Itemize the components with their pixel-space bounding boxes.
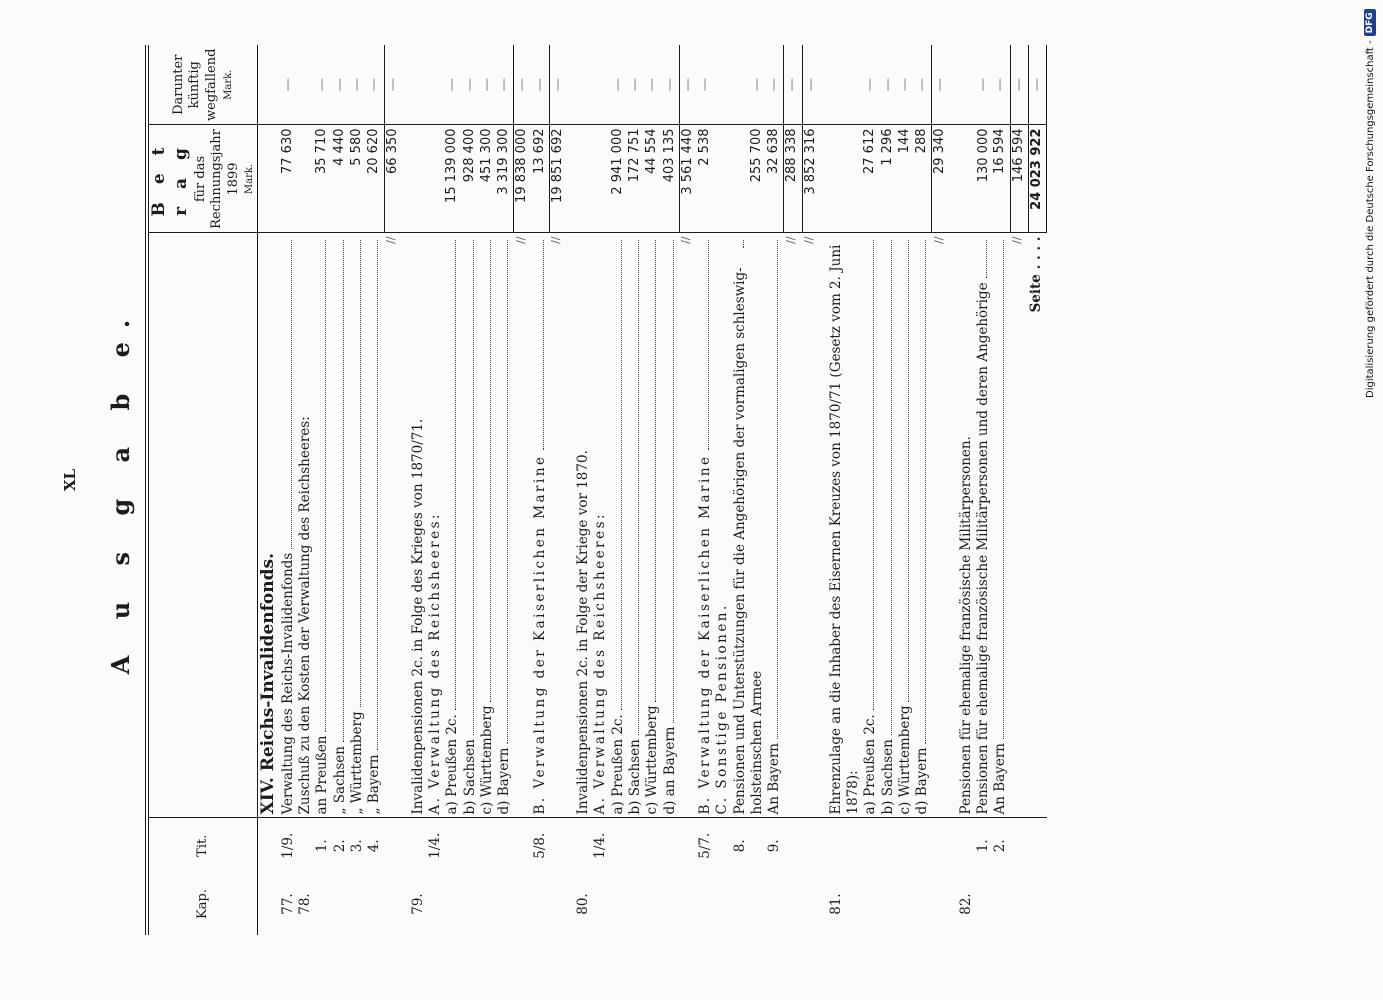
desc-cell: d) Bayern: [496, 747, 513, 815]
total-amount: 24 023 922: [1028, 125, 1046, 233]
header-amount-unit: Mark.: [244, 163, 256, 195]
table-row: [766, 45, 784, 935]
table-row: [444, 45, 461, 935]
future-cell: —: [549, 45, 567, 125]
future-cell: —: [880, 45, 897, 125]
subtotal-amount: 3 852 316: [802, 125, 820, 233]
section-title-row: [258, 45, 280, 935]
future-cell: —: [766, 45, 784, 125]
amount-cell: 172 751: [627, 125, 644, 233]
budget-table: [145, 45, 1047, 935]
desc-cell: b) Sachsen: [626, 739, 643, 815]
desc-cell: c) Württemberg: [644, 705, 661, 815]
total-label: Seite: [1028, 274, 1045, 313]
tit-cell: 1.: [975, 839, 992, 853]
table-row: [697, 45, 714, 935]
table-row: [592, 45, 609, 935]
amount-cell: 44 554: [644, 125, 661, 233]
tit-cell: 5/8.: [531, 832, 548, 859]
amount-cell: 35 710: [314, 125, 331, 233]
desc-cell: c) Württemberg: [896, 705, 913, 815]
future-cell: —: [1028, 45, 1046, 125]
amount-cell: 16 594: [992, 125, 1010, 233]
amount-cell: 27 612: [862, 125, 879, 233]
desc-cell: „ Sachsen: [331, 746, 348, 815]
desc-cell: a) Preußen 2c.: [444, 714, 461, 815]
dfg-logo: DFG: [1364, 9, 1376, 36]
future-cell: —: [627, 45, 644, 125]
table-row: [575, 45, 592, 935]
header-future-unit: Mark.: [222, 69, 234, 100]
desc-cell: Pensionen und Unterstützungen für die Angehörigen der vormaligen schleswig-holsteinschen Armee: [731, 267, 765, 815]
amount-cell: 403 135: [662, 125, 680, 233]
page-number: XL: [61, 468, 79, 492]
table-row: [644, 45, 661, 935]
table-row: [662, 45, 680, 935]
total-row: Seite . . . . 24 023 922 —: [1028, 45, 1046, 935]
desc-cell: Zuschuß zu den Kosten der Verwaltung des Reichsheeres:: [297, 233, 314, 818]
future-cell: —: [314, 45, 331, 125]
tit-cell: 5/7.: [697, 832, 714, 859]
future-cell: —: [862, 45, 879, 125]
subtotal-row: // 3 561 440 —: [679, 45, 697, 935]
table-row: [462, 45, 479, 935]
subtotal-row: // 288 338 —: [784, 45, 802, 935]
amount-cell: 2 941 000: [610, 125, 627, 233]
future-cell: —: [992, 45, 1010, 125]
table-row: [992, 45, 1010, 935]
kap-cell: 77.: [279, 893, 296, 915]
kap-cell: 79.: [409, 893, 426, 915]
amount-cell: 4 440: [332, 125, 349, 233]
subtotal-row: // 29 340 —: [932, 45, 950, 935]
subtotal-row: // 66 350 —: [384, 45, 402, 935]
tit-cell: 1/4.: [592, 832, 609, 859]
table-row: [479, 45, 496, 935]
amount-cell: 5 580: [349, 125, 366, 233]
table-row: [732, 45, 767, 935]
header-tit: Tit.: [147, 818, 258, 873]
future-cell: —: [662, 45, 680, 125]
table-header-row: [147, 45, 258, 935]
future-cell: —: [349, 45, 366, 125]
tit-cell: 8.: [731, 839, 748, 853]
desc-cell: Verwaltung des Reichs-Invalidenfonds: [279, 552, 296, 815]
subtotal-row: // 19 838 000 —: [514, 45, 532, 935]
future-cell: —: [679, 45, 697, 125]
header-amount-line1: B e t r a g: [149, 141, 191, 217]
amount-cell: 15 139 000: [444, 125, 461, 233]
amount-cell: 1 296: [880, 125, 897, 233]
tit-cell: 2.: [992, 839, 1009, 853]
table-row: [532, 45, 550, 935]
tit-cell: 4.: [366, 839, 383, 853]
credit-text: Digitalisierung gefördert durch die Deutsche Forschungsgemeinschaft -: [1364, 40, 1376, 398]
desc-cell: Pensionen für ehemalige französische Militärpersonen.: [958, 233, 975, 818]
amount-cell: 928 400: [462, 125, 479, 233]
desc-cell: A. Verwaltung des Reichsheeres:: [427, 233, 444, 818]
amount-cell: 2 538: [697, 125, 714, 233]
future-cell: —: [496, 45, 514, 125]
tit-cell: 1/4.: [427, 832, 444, 859]
page-title: A u s g a b e.: [106, 305, 135, 675]
tit-cell: 1.: [314, 839, 331, 853]
header-amount-line4: 1899: [225, 162, 241, 196]
desc-cell: B. Verwaltung der Kaiserlichen Marine: [697, 454, 714, 815]
future-cell: —: [610, 45, 627, 125]
future-cell: —: [280, 45, 297, 125]
future-cell: —: [697, 45, 714, 125]
desc-cell: „ Württemberg: [348, 711, 365, 815]
header-amount-line2: für das: [192, 155, 208, 203]
amount-cell: 451 300: [479, 125, 496, 233]
desc-cell: Invalidenpensionen 2c. in Folge des Krieges von 1870/71.: [410, 233, 427, 818]
desc-cell: C. Sonstige Pensionen.: [714, 233, 731, 818]
kap-cell: 78.: [297, 893, 314, 915]
header-future-line1: Darunter: [170, 54, 186, 115]
subtotal-amount: 66 350: [384, 125, 402, 233]
amount-cell: 288: [914, 125, 932, 233]
table-row: [410, 45, 427, 935]
subtotal-amount: 29 340: [932, 125, 950, 233]
tit-cell: 3.: [348, 839, 365, 853]
desc-cell: d) an Bayern: [661, 726, 678, 815]
subtotal-amount: 19 851 692: [549, 125, 567, 233]
desc-cell: a) Preußen 2c.: [609, 714, 626, 815]
table-row: [610, 45, 627, 935]
desc-cell: Invalidenpensionen 2c. in Folge der Kriege vor 1870.: [575, 233, 592, 818]
future-cell: —: [444, 45, 461, 125]
table-row: [958, 45, 975, 935]
table-row: [627, 45, 644, 935]
future-cell: —: [784, 45, 802, 125]
future-cell: —: [932, 45, 950, 125]
table-row: [349, 45, 366, 935]
subtotal-row: // 19 851 692 —: [549, 45, 567, 935]
header-future-line2: künftig: [187, 61, 203, 109]
table-row: [297, 45, 314, 935]
subtotal-row: // 146 594 —: [1010, 45, 1028, 935]
future-cell: —: [1010, 45, 1028, 125]
tit-cell: 2.: [331, 839, 348, 853]
desc-cell: d) Bayern: [914, 747, 931, 815]
desc-cell: An Bayern: [766, 743, 783, 815]
table-row: [280, 45, 297, 935]
amount-cell: 20 620: [366, 125, 384, 233]
kap-cell: 81.: [827, 893, 844, 915]
future-cell: —: [644, 45, 661, 125]
table-row: [332, 45, 349, 935]
desc-cell: b) Sachsen: [461, 739, 478, 815]
desc-cell: a) Preußen 2c.: [862, 714, 879, 815]
desc-cell: B. Verwaltung der Kaiserlichen Marine: [531, 454, 548, 815]
desc-cell: Pensionen für ehemalige französische Militärpersonen und deren Angehörige: [975, 282, 992, 815]
section-title: XIV. Reichs-Invalidenfonds.: [258, 233, 280, 818]
table-row: [366, 45, 384, 935]
header-amount-line3: Rechnungsjahr: [209, 129, 225, 229]
subtotal-amount: 3 561 440: [679, 125, 697, 233]
table-row: [427, 45, 444, 935]
header-future: [147, 45, 258, 125]
subtotal-row: // 3 852 316 —: [802, 45, 820, 935]
amount-cell: 130 000: [975, 125, 992, 233]
table-row: [880, 45, 897, 935]
desc-cell: A. Verwaltung des Reichsheeres:: [592, 233, 609, 818]
amount-cell: 32 638: [766, 125, 784, 233]
future-cell: —: [479, 45, 496, 125]
future-cell: —: [532, 45, 550, 125]
desc-cell: b) Sachsen: [879, 739, 896, 815]
future-cell: —: [897, 45, 914, 125]
table-row: [496, 45, 514, 935]
amount-cell: 13 692: [532, 125, 550, 233]
future-cell: —: [914, 45, 932, 125]
future-cell: —: [366, 45, 384, 125]
amount-cell: 77 630: [280, 125, 297, 233]
tit-cell: 9.: [766, 839, 783, 853]
table-row: [975, 45, 992, 935]
header-kap: Kap.: [147, 873, 258, 935]
rotated-budget-table: [100, 45, 1280, 935]
subtotal-amount: 146 594: [1010, 125, 1028, 233]
subtotal-amount: 288 338: [784, 125, 802, 233]
desc-cell: c) Württemberg: [478, 705, 495, 815]
desc-cell: An Bayern: [992, 743, 1009, 815]
table-row: [828, 45, 863, 935]
desc-cell: an Preußen: [314, 735, 331, 815]
amount-cell: 3 319 300: [496, 125, 514, 233]
header-future-line3: wegfallend: [204, 48, 219, 121]
future-cell: —: [732, 45, 767, 125]
amount-cell: 255 700: [732, 125, 767, 233]
future-cell: —: [514, 45, 532, 125]
subtotal-amount: 19 838 000: [514, 125, 532, 233]
amount-cell: 144: [897, 125, 914, 233]
header-amount: [147, 125, 258, 233]
kap-cell: 80.: [575, 893, 592, 915]
table-row: [897, 45, 914, 935]
table-row: [314, 45, 331, 935]
table-row: [862, 45, 879, 935]
table-row: [914, 45, 932, 935]
future-cell: —: [462, 45, 479, 125]
desc-cell: „ Bayern: [366, 754, 383, 815]
desc-cell: Ehrenzulage an die Inhaber des Eisernen Kreuzes von 1870/71 (Gesetz vom 2. Juni 1878):: [828, 233, 863, 818]
future-cell: —: [975, 45, 992, 125]
future-cell: —: [384, 45, 402, 125]
future-cell: —: [332, 45, 349, 125]
header-description: [147, 233, 258, 818]
kap-cell: 82.: [957, 893, 974, 915]
tit-cell: 1/9.: [279, 832, 296, 859]
table-row: [714, 45, 731, 935]
future-cell: —: [802, 45, 820, 125]
digitization-credit: [1362, 8, 1378, 398]
